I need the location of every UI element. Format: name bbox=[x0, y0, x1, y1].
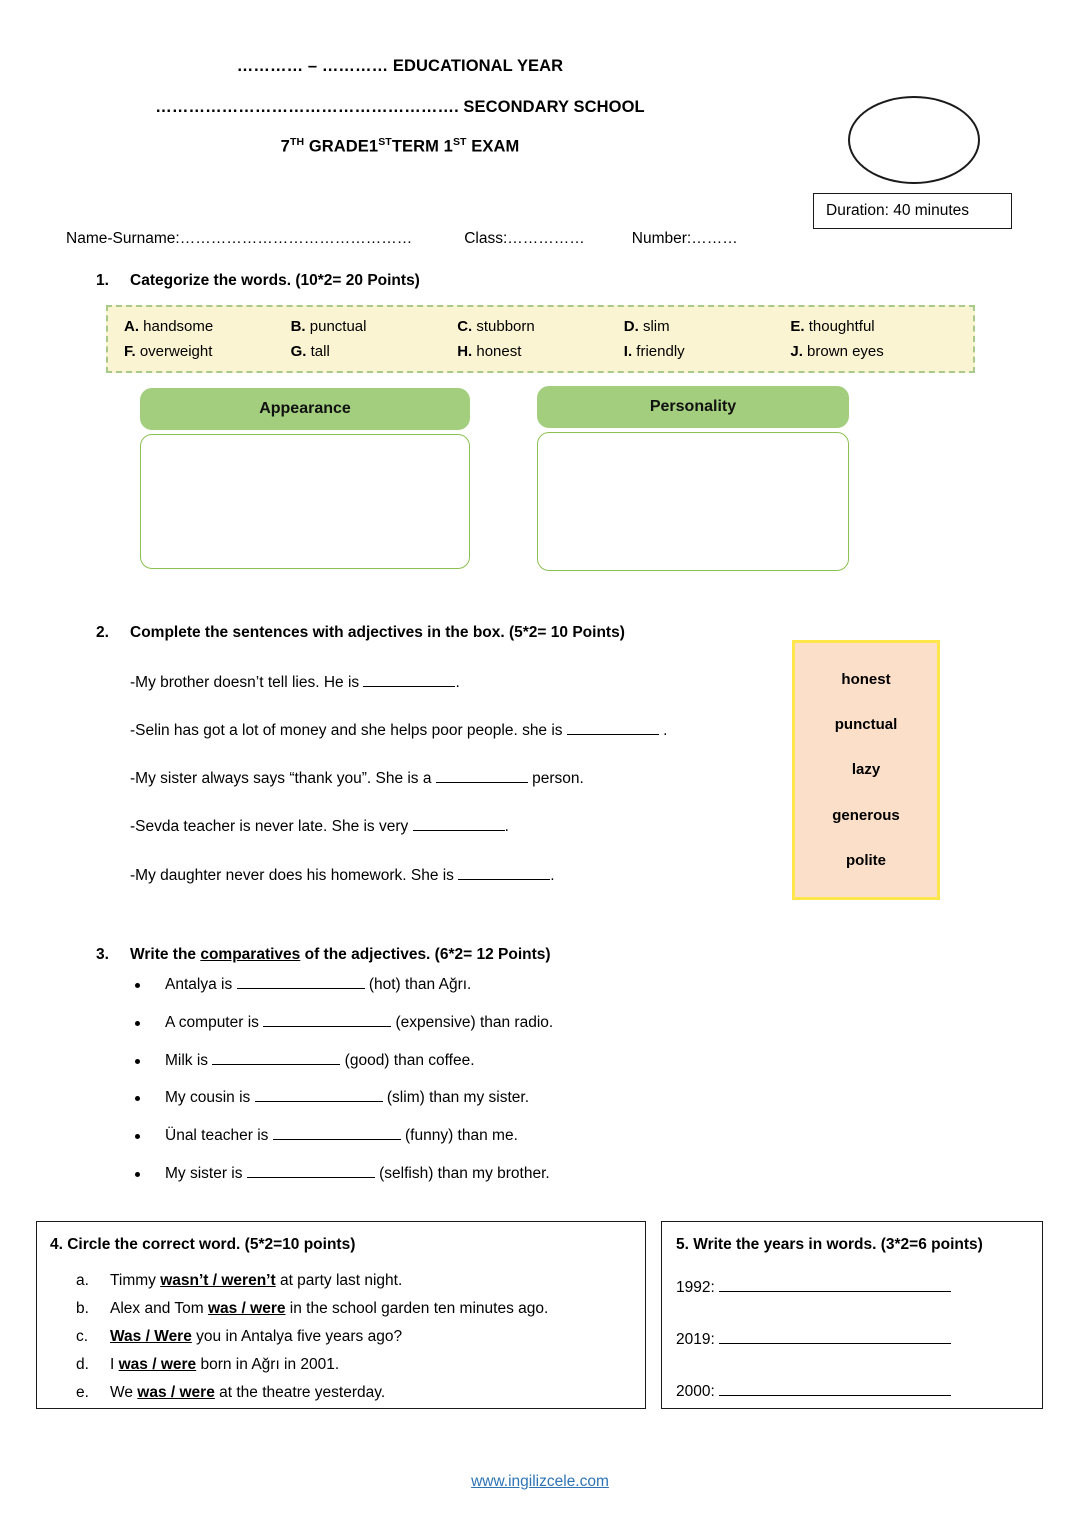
q3-blank-5[interactable] bbox=[273, 1126, 401, 1140]
question-3-title-post: of the adjectives. (6*2= 12 Points) bbox=[300, 946, 551, 963]
q3-item-3 bbox=[165, 1051, 475, 1070]
appearance-category bbox=[140, 388, 470, 569]
q3-item-6-post: (selfish) than my brother. bbox=[374, 1165, 550, 1182]
q2-sentence-2-pre: -Selin has got a lot of money and she helps poor people. she is bbox=[130, 722, 567, 739]
word-bank-item: A. handsome bbox=[124, 318, 214, 335]
footer-website-link[interactable] bbox=[0, 1473, 1080, 1491]
q2-sentence-2-post: . bbox=[658, 722, 668, 739]
word-bank-row-2 bbox=[124, 339, 957, 364]
q2-blank-5[interactable] bbox=[458, 866, 550, 880]
q3-item-6-pre: My sister is bbox=[165, 1165, 247, 1182]
q2-sentence-1 bbox=[130, 673, 460, 692]
personality-answer-area[interactable] bbox=[537, 432, 849, 571]
question-1-heading bbox=[96, 272, 420, 290]
q2-blank-2[interactable] bbox=[567, 721, 659, 735]
q3-item-6 bbox=[165, 1164, 550, 1183]
q2-sentence-5-pre: -My daughter never does his homework. She is bbox=[130, 867, 459, 884]
q2-sentence-3-pre: -My sister always says “thank you”. She is a bbox=[130, 770, 436, 787]
adjective-option: lazy bbox=[851, 761, 881, 779]
q4-item-e: We was / were at the theatre yesterday. bbox=[110, 1384, 386, 1401]
bullet-icon bbox=[135, 1096, 140, 1101]
question-3-number: 3. bbox=[96, 946, 109, 963]
grade-ordinal-th: TH bbox=[289, 136, 305, 148]
q2-blank-1[interactable] bbox=[363, 673, 455, 687]
educational-year-line: ………… – ………… EDUCATIONAL YEAR bbox=[236, 57, 564, 75]
appearance-answer-area[interactable] bbox=[140, 434, 470, 569]
q4-choice-a[interactable]: wasn’t / weren’t bbox=[160, 1272, 276, 1289]
duration-label: Duration: 40 minutes bbox=[826, 202, 970, 219]
q3-item-1-post: (hot) than Ağrı. bbox=[364, 976, 472, 993]
q3-item-2-pre: A computer is bbox=[165, 1014, 264, 1031]
bullet-icon bbox=[135, 1059, 140, 1064]
q3-item-5-pre: Ünal teacher is bbox=[165, 1127, 273, 1144]
q3-item-1-pre: Antalya is bbox=[165, 976, 237, 993]
q4-letter-b: b. bbox=[76, 1300, 89, 1317]
q3-blank-1[interactable] bbox=[237, 975, 365, 989]
q3-item-2 bbox=[165, 1013, 553, 1032]
q4-choice-d[interactable]: was / were bbox=[118, 1356, 197, 1373]
word-bank-item: D. slim bbox=[623, 318, 670, 335]
personality-header bbox=[537, 386, 849, 428]
stamp-oval bbox=[848, 96, 980, 184]
q2-blank-4[interactable] bbox=[413, 817, 505, 831]
grade-mid: GRADE1 bbox=[304, 137, 379, 156]
q3-item-2-post: (expensive) than radio. bbox=[391, 1014, 554, 1031]
q4-letter-d: d. bbox=[76, 1356, 89, 1373]
word-bank-item: E. thoughtful bbox=[790, 318, 875, 335]
q2-sentence-4-pre: -Sevda teacher is never late. She is very bbox=[130, 818, 413, 835]
question-3-title-pre: Write the bbox=[130, 946, 201, 963]
appearance-header bbox=[140, 388, 470, 430]
word-bank-item: H. honest bbox=[457, 343, 522, 360]
bullet-icon bbox=[135, 1172, 140, 1177]
term-ordinal-st: ST bbox=[378, 136, 392, 148]
q3-blank-2[interactable] bbox=[263, 1013, 391, 1027]
q5-year-label-3: 2000: bbox=[676, 1383, 715, 1400]
question-5-title: 5. Write the years in words. (3*2=6 points) bbox=[676, 1236, 983, 1253]
q2-sentence-4-post: . bbox=[504, 818, 509, 835]
question-1-title: Categorize the words. (10*2= 20 Points) bbox=[130, 272, 420, 289]
exam-ordinal-st: ST bbox=[452, 136, 467, 148]
word-bank-row-1 bbox=[124, 314, 957, 339]
question-1-word-bank bbox=[106, 305, 975, 373]
q2-sentence-4 bbox=[130, 817, 509, 836]
q5-row-1 bbox=[676, 1277, 951, 1297]
q3-blank-6[interactable] bbox=[247, 1164, 375, 1178]
grade-suffix: EXAM bbox=[466, 137, 520, 156]
q4-item-b: Alex and Tom was / were in the school garden ten minutes ago. bbox=[110, 1300, 549, 1317]
q2-sentence-5-post: . bbox=[550, 867, 555, 884]
question-3-heading bbox=[96, 946, 551, 964]
q4-letter-c: c. bbox=[76, 1328, 89, 1345]
question-3-title-keyword: comparatives bbox=[200, 946, 301, 963]
q5-year-label-1: 1992: bbox=[676, 1279, 715, 1296]
class-field[interactable]: Class:…………… bbox=[464, 230, 585, 247]
name-surname-field[interactable]: Name-Surname:……………………………………… bbox=[66, 230, 413, 247]
word-bank-item: F. overweight bbox=[124, 343, 213, 360]
q4-choice-c[interactable]: Was / Were bbox=[110, 1328, 192, 1345]
word-bank-item: I. friendly bbox=[623, 343, 685, 360]
word-bank-item: J. brown eyes bbox=[790, 343, 884, 360]
identity-line bbox=[66, 230, 738, 248]
q5-year-label-2: 2019: bbox=[676, 1331, 715, 1348]
personality-category bbox=[537, 386, 849, 571]
bullet-icon bbox=[135, 1021, 140, 1026]
q2-blank-3[interactable] bbox=[436, 769, 528, 783]
q3-item-4 bbox=[165, 1088, 529, 1107]
q3-item-5-post: (funny) than me. bbox=[400, 1127, 518, 1144]
exam-header bbox=[0, 58, 800, 179]
q2-sentence-1-pre: -My brother doesn’t tell lies. He is bbox=[130, 674, 364, 691]
number-field[interactable]: Number:……… bbox=[631, 230, 738, 247]
word-bank-item: G. tall bbox=[290, 343, 330, 360]
q3-item-3-pre: Milk is bbox=[165, 1052, 213, 1069]
q4-choice-e[interactable]: was / were bbox=[137, 1384, 215, 1401]
word-bank-item: B. punctual bbox=[290, 318, 367, 335]
q3-item-4-pre: My cousin is bbox=[165, 1089, 255, 1106]
bullet-icon bbox=[135, 1134, 140, 1139]
q4-item-d: I was / were born in Ağrı in 2001. bbox=[110, 1356, 340, 1373]
q3-item-4-post: (slim) than my sister. bbox=[382, 1089, 530, 1106]
q4-item-c: Was / Were you in Antalya five years ago? bbox=[110, 1328, 403, 1345]
q3-item-5 bbox=[165, 1126, 518, 1145]
personality-label: Personality bbox=[649, 398, 737, 415]
question-2-heading bbox=[96, 624, 625, 642]
q3-item-3-post: (good) than coffee. bbox=[340, 1052, 475, 1069]
word-bank-item: C. stubborn bbox=[457, 318, 535, 335]
question-4-title: 4. Circle the correct word. (5*2=10 points) bbox=[50, 1236, 356, 1253]
adjective-option: honest bbox=[841, 671, 891, 689]
q5-row-3 bbox=[676, 1381, 951, 1401]
q5-answer-blank-2[interactable] bbox=[719, 1329, 951, 1344]
q4-item-a: Timmy wasn’t / weren’t at party last night. bbox=[110, 1272, 403, 1289]
adjective-option: punctual bbox=[834, 716, 898, 734]
grade-prefix: 7 bbox=[280, 137, 290, 156]
school-name-line: ………………………………………………. SECONDARY SCHOOL bbox=[155, 97, 645, 116]
q3-item-1 bbox=[165, 975, 471, 994]
question-2-number: 2. bbox=[96, 624, 109, 641]
q5-row-2 bbox=[676, 1329, 951, 1349]
q2-sentence-2 bbox=[130, 721, 668, 740]
appearance-label: Appearance bbox=[259, 400, 351, 417]
adjective-option: polite bbox=[846, 851, 886, 869]
q2-sentence-3 bbox=[130, 769, 584, 788]
grade-mid-2: TERM 1 bbox=[391, 137, 453, 156]
q2-sentence-3-post: person. bbox=[527, 770, 584, 787]
question-2-title: Complete the sentences with adjectives in the box. (5*2= 10 Points) bbox=[130, 624, 625, 641]
bullet-icon bbox=[135, 983, 140, 988]
q2-sentence-5 bbox=[130, 866, 555, 885]
q4-letter-a: a. bbox=[76, 1272, 89, 1289]
q5-answer-blank-3[interactable] bbox=[719, 1381, 951, 1396]
footer-link-text: www.ingilizcele.com bbox=[471, 1473, 609, 1490]
duration-box bbox=[813, 193, 1012, 229]
q4-letter-e: e. bbox=[76, 1384, 89, 1401]
adjective-option: generous bbox=[832, 806, 900, 824]
question-1-number: 1. bbox=[96, 272, 109, 289]
exam-title-line bbox=[0, 137, 800, 155]
q5-answer-blank-1[interactable] bbox=[719, 1277, 951, 1292]
q3-blank-4[interactable] bbox=[255, 1088, 383, 1102]
q4-choice-b[interactable]: was / were bbox=[207, 1300, 286, 1317]
q2-sentence-1-post: . bbox=[455, 674, 460, 691]
q3-blank-3[interactable] bbox=[212, 1051, 340, 1065]
q2-adjective-box bbox=[792, 640, 940, 900]
